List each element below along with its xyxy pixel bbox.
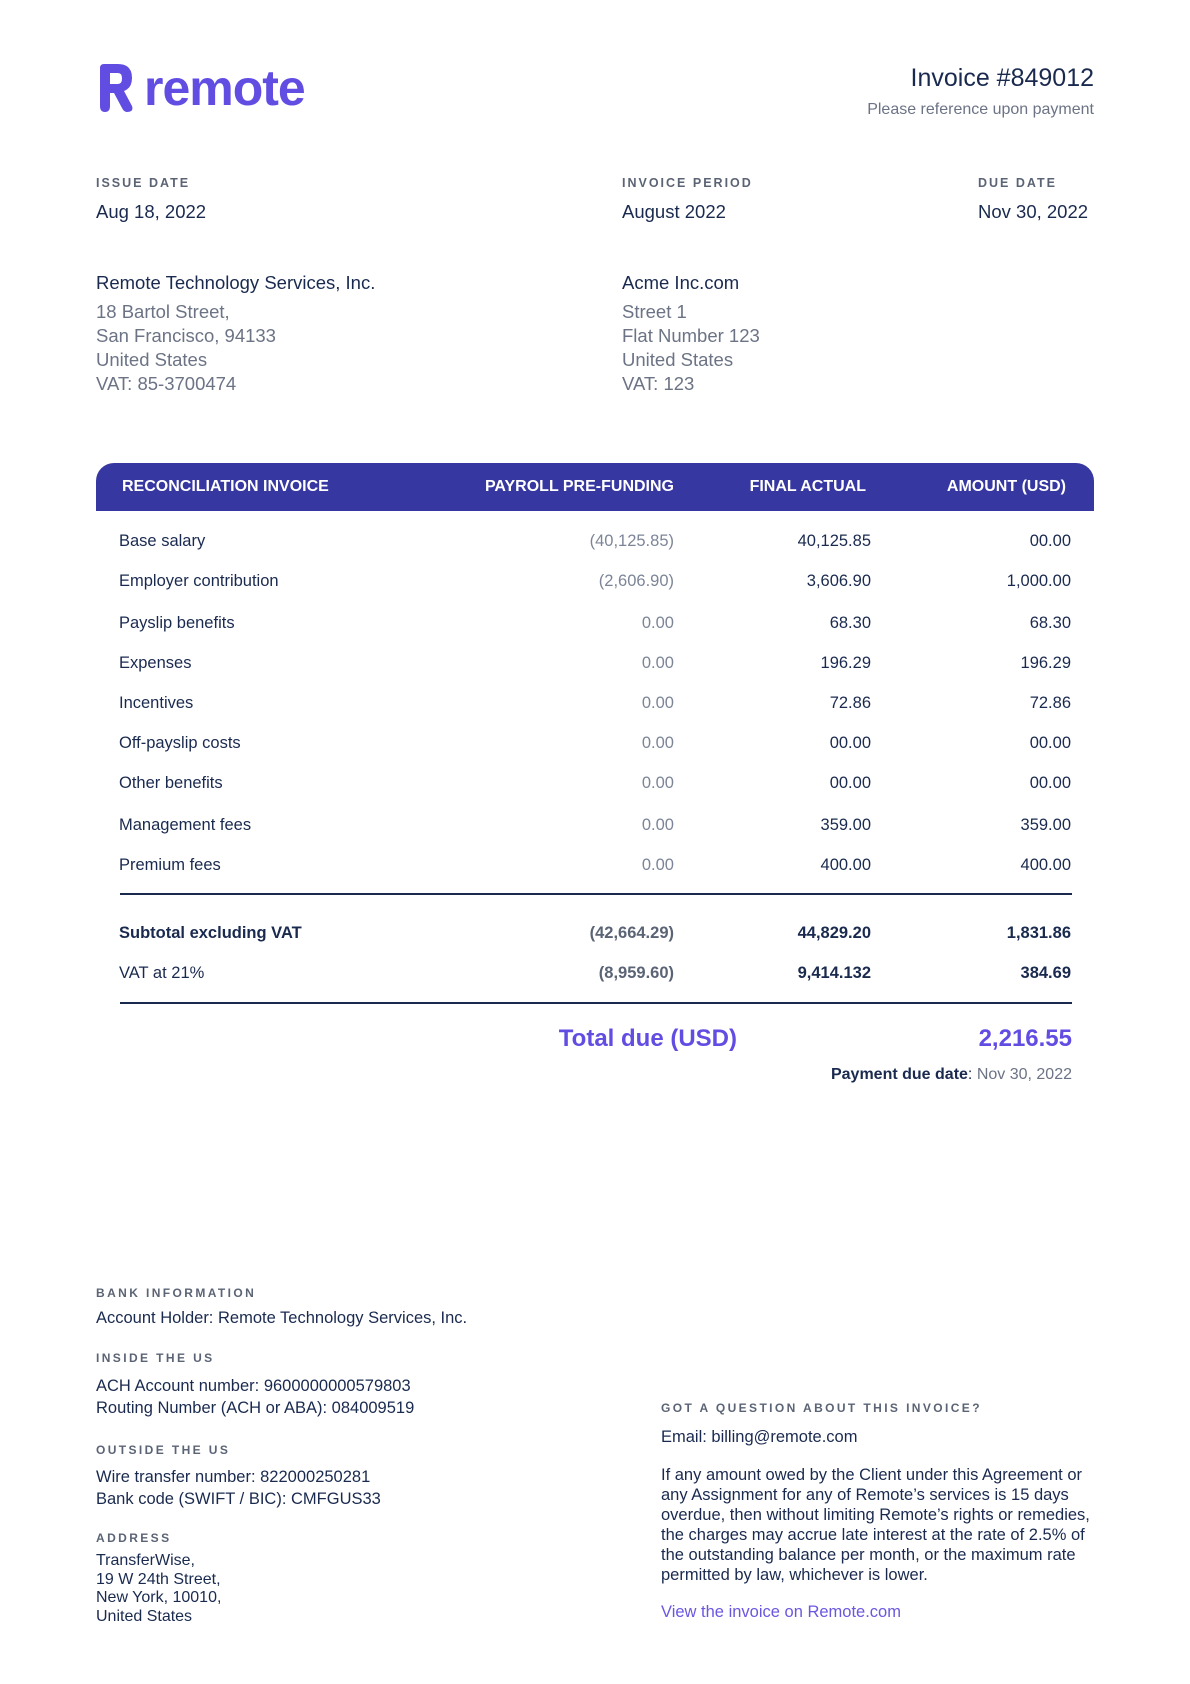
row-amount: 00.00 xyxy=(1029,532,1071,550)
sender-line: VAT: 85-3700474 xyxy=(96,373,237,394)
vat-row xyxy=(96,964,1094,988)
sender-line: United States xyxy=(96,349,208,370)
sender-line: 18 Bartol Street, xyxy=(96,301,230,322)
due-date-label: DUE DATE xyxy=(978,176,1057,190)
inside-us-label: INSIDE THE US xyxy=(96,1351,215,1365)
row-pre-funding: 0.00 xyxy=(641,694,674,712)
view-invoice-link[interactable]: View the invoice on Remote.com xyxy=(661,1603,901,1621)
account-holder: Account Holder: Remote Technology Services, Inc. xyxy=(96,1309,468,1327)
sender-name: Remote Technology Services, Inc. xyxy=(96,272,376,293)
bank-address-line: United States xyxy=(96,1607,193,1625)
row-pre-funding: 0.00 xyxy=(641,816,674,834)
row-label: Off-payslip costs xyxy=(119,734,241,752)
row-pre-funding: 0.00 xyxy=(641,774,674,792)
wire-transfer-number: Wire transfer number: 822000250281 xyxy=(96,1468,371,1486)
row-pre-funding: 0.00 xyxy=(641,734,674,752)
sender-address xyxy=(96,272,375,396)
remote-r-icon xyxy=(96,62,136,114)
remote-logo xyxy=(96,62,305,114)
table-row xyxy=(96,774,1094,798)
row-amount: 196.29 xyxy=(1020,654,1071,672)
routing-number: Routing Number (ACH or ABA): 084009519 xyxy=(96,1399,415,1417)
subtotal-final-actual: 44,829.20 xyxy=(797,924,871,942)
vat-amount: 384.69 xyxy=(1020,964,1071,982)
vat-final-actual: 9,414.132 xyxy=(797,964,871,982)
table-row xyxy=(96,856,1094,880)
vat-label: VAT at 21% xyxy=(119,964,205,982)
outside-us-label: OUTSIDE THE US xyxy=(96,1443,231,1457)
vat-pre-funding: (8,959.60) xyxy=(598,964,674,982)
client-line: United States xyxy=(622,349,734,370)
column-header-description: RECONCILIATION INVOICE xyxy=(122,478,329,495)
bank-address xyxy=(96,1552,221,1626)
client-name: Acme Inc.com xyxy=(622,272,740,293)
late-payment-terms: If any amount owed by the Client under this Agreement or any Assignment for any of Remote’s services is 15 days overdue, then without limiting Remote’s rights or remedies, the charges may accrue late interest at the rate of 2.5% of the outstanding balance per month, or the maximum rate permitted by law, whichever is lower. xyxy=(661,1466,1090,1584)
invoice-period: August 2022 xyxy=(622,201,726,222)
due-date: Nov 30, 2022 xyxy=(978,201,1089,222)
issue-date-label: ISSUE DATE xyxy=(96,176,191,190)
reference-note: Please reference upon payment xyxy=(867,101,1094,118)
table-divider xyxy=(120,1002,1072,1004)
bank-info-label: BANK INFORMATION xyxy=(96,1286,257,1300)
row-final-actual: 359.00 xyxy=(820,816,871,834)
table-row xyxy=(96,572,1094,596)
payment-due-separator: : xyxy=(967,1066,973,1083)
table-row xyxy=(96,654,1094,678)
bank-address-label: ADDRESS xyxy=(96,1531,172,1545)
table-divider xyxy=(120,893,1072,895)
ach-account: ACH Account number: 9600000000579803 xyxy=(96,1377,411,1395)
subtotal-label: Subtotal excluding VAT xyxy=(119,924,302,942)
row-amount: 00.00 xyxy=(1029,774,1071,792)
row-amount: 359.00 xyxy=(1020,816,1071,834)
payment-due-label: Payment due date xyxy=(830,1066,968,1083)
payment-due-date xyxy=(831,1066,1072,1084)
row-label: Employer contribution xyxy=(119,572,279,590)
client-line: VAT: 123 xyxy=(622,373,695,394)
payment-due-value: Nov 30, 2022 xyxy=(972,1066,1072,1083)
table-row xyxy=(96,694,1094,718)
table-row xyxy=(96,734,1094,758)
row-label: Premium fees xyxy=(119,856,221,874)
bank-address-line: TransferWise, xyxy=(96,1552,195,1569)
row-pre-funding: 0.00 xyxy=(641,614,674,632)
row-amount: 72.86 xyxy=(1029,694,1071,712)
table-row xyxy=(96,816,1094,840)
row-label: Incentives xyxy=(119,694,194,712)
total-due-value: 2,216.55 xyxy=(978,1025,1072,1052)
row-amount: 00.00 xyxy=(1029,734,1071,752)
invoice-number: Invoice #849012 xyxy=(910,64,1094,92)
row-final-actual: 68.30 xyxy=(829,614,871,632)
issue-date: Aug 18, 2022 xyxy=(96,201,207,222)
row-amount: 400.00 xyxy=(1020,856,1071,874)
row-amount: 68.30 xyxy=(1029,614,1071,632)
subtotal-amount: 1,831.86 xyxy=(1006,924,1071,942)
brand-name: remote xyxy=(144,60,305,116)
row-final-actual: 00.00 xyxy=(829,774,871,792)
billing-email: Email: billing@remote.com xyxy=(661,1428,858,1446)
invoice-period-label: INVOICE PERIOD xyxy=(622,176,753,190)
client-line: Flat Number 123 xyxy=(622,325,760,346)
column-header-pre-funding: PAYROLL PRE-FUNDING xyxy=(484,478,674,495)
column-header-amount: AMOUNT (USD) xyxy=(946,478,1066,495)
swift-code: Bank code (SWIFT / BIC): CMFGUS33 xyxy=(96,1490,381,1508)
row-pre-funding: (2,606.90) xyxy=(598,572,674,590)
subtotal-row xyxy=(96,924,1094,948)
table-header xyxy=(96,463,1094,511)
table-row xyxy=(96,532,1094,556)
row-final-actual: 3,606.90 xyxy=(806,572,871,590)
row-pre-funding: 0.00 xyxy=(641,654,674,672)
row-label: Base salary xyxy=(119,532,206,550)
row-final-actual: 00.00 xyxy=(829,734,871,752)
row-final-actual: 40,125.85 xyxy=(797,532,871,550)
row-label: Payslip benefits xyxy=(119,614,235,632)
question-label: GOT A QUESTION ABOUT THIS INVOICE? xyxy=(661,1401,982,1415)
row-amount: 1,000.00 xyxy=(1006,572,1071,590)
row-final-actual: 196.29 xyxy=(820,654,871,672)
row-label: Expenses xyxy=(119,654,192,672)
row-pre-funding: 0.00 xyxy=(641,856,674,874)
row-label: Other benefits xyxy=(119,774,223,792)
bank-address-line: New York, 10010, xyxy=(96,1589,222,1606)
total-due-label: Total due (USD) xyxy=(558,1025,737,1052)
client-address xyxy=(622,272,760,396)
bank-address-line: 19 W 24th Street, xyxy=(96,1570,221,1588)
subtotal-pre-funding: (42,664.29) xyxy=(589,924,674,942)
client-line: Street 1 xyxy=(622,301,687,322)
row-label: Management fees xyxy=(119,816,252,834)
table-row xyxy=(96,614,1094,638)
row-final-actual: 400.00 xyxy=(820,856,871,874)
row-pre-funding: (40,125.85) xyxy=(589,532,674,550)
row-final-actual: 72.86 xyxy=(829,694,871,712)
sender-line: San Francisco, 94133 xyxy=(96,325,276,346)
column-header-final-actual: FINAL ACTUAL xyxy=(749,478,866,495)
